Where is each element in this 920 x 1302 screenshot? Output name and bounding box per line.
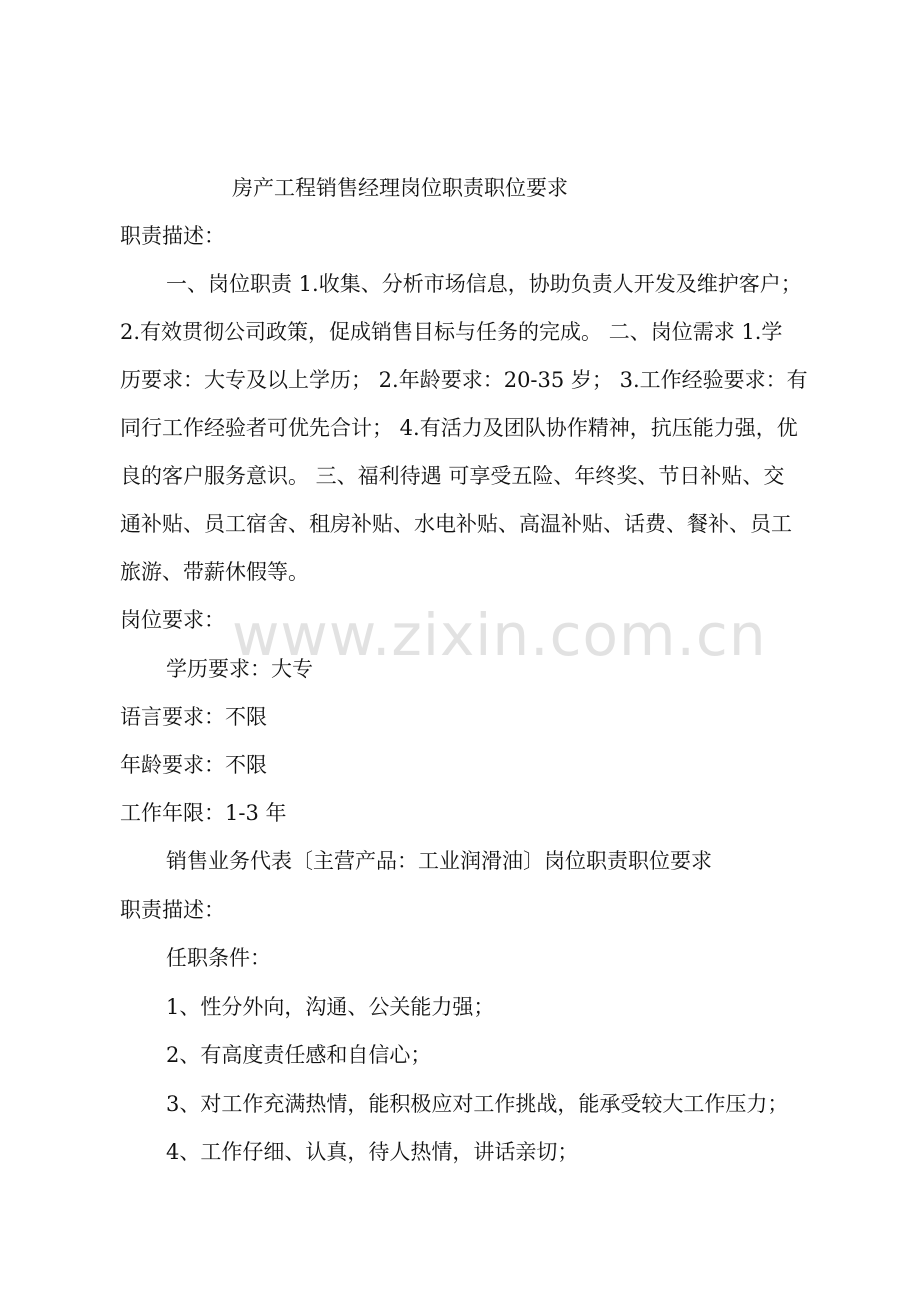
language-requirement: 语言要求：不限 bbox=[120, 705, 267, 729]
qualifications-label: 任职条件： bbox=[166, 946, 271, 970]
section-label-duties: 职责描述： bbox=[120, 224, 225, 248]
paragraph-line: 通补贴、员工宿舍、租房补贴、水电补贴、高温补贴、话费、餐补、员工 bbox=[120, 512, 792, 536]
paragraph-line: 良的客户服务意识。 三、福利待遇 可享受五险、年终奖、节日补贴、交 bbox=[120, 464, 785, 488]
watermark: www.zixin.com.cn bbox=[232, 601, 767, 669]
paragraph-line: 同行工作经验者可优先合计； 4.有活力及团队协作精神，抗压能力强，优 bbox=[120, 416, 798, 440]
qualification-item: 4、工作仔细、认真，待人热情，讲话亲切； bbox=[166, 1140, 579, 1164]
document-subtitle: 销售业务代表〔主营产品：工业润滑油〕岗位职责职位要求 bbox=[166, 849, 712, 873]
age-requirement: 年龄要求：不限 bbox=[120, 753, 267, 777]
qualification-item: 2、有高度责任感和自信心； bbox=[166, 1043, 432, 1067]
experience-requirement: 工作年限：1-3 年 bbox=[120, 801, 287, 825]
qualification-item: 3、对工作充满热情，能积极应对工作挑战，能承受较大工作压力； bbox=[166, 1092, 789, 1116]
section-label-requirements: 岗位要求： bbox=[120, 608, 225, 632]
paragraph-line: 一、岗位职责 1.收集、分析市场信息，协助负责人开发及维护客户； bbox=[166, 272, 802, 296]
education-requirement: 学历要求：大专 bbox=[166, 657, 313, 681]
paragraph-line: 旅游、带薪休假等。 bbox=[120, 560, 309, 584]
paragraph-line: 2.有效贯彻公司政策，促成销售目标与任务的完成。 二、岗位需求 1.学 bbox=[120, 320, 783, 344]
section-label-duties-2: 职责描述： bbox=[120, 898, 225, 922]
duties-paragraph bbox=[120, 260, 820, 596]
paragraph-line: 历要求：大专及以上学历； 2.年龄要求：20-35 岁； 3.工作经验要求：有 bbox=[120, 368, 808, 392]
document-title: 房产工程销售经理岗位职责职位要求 bbox=[232, 176, 568, 200]
qualification-item: 1、性分外向，沟通、公关能力强； bbox=[166, 995, 495, 1019]
